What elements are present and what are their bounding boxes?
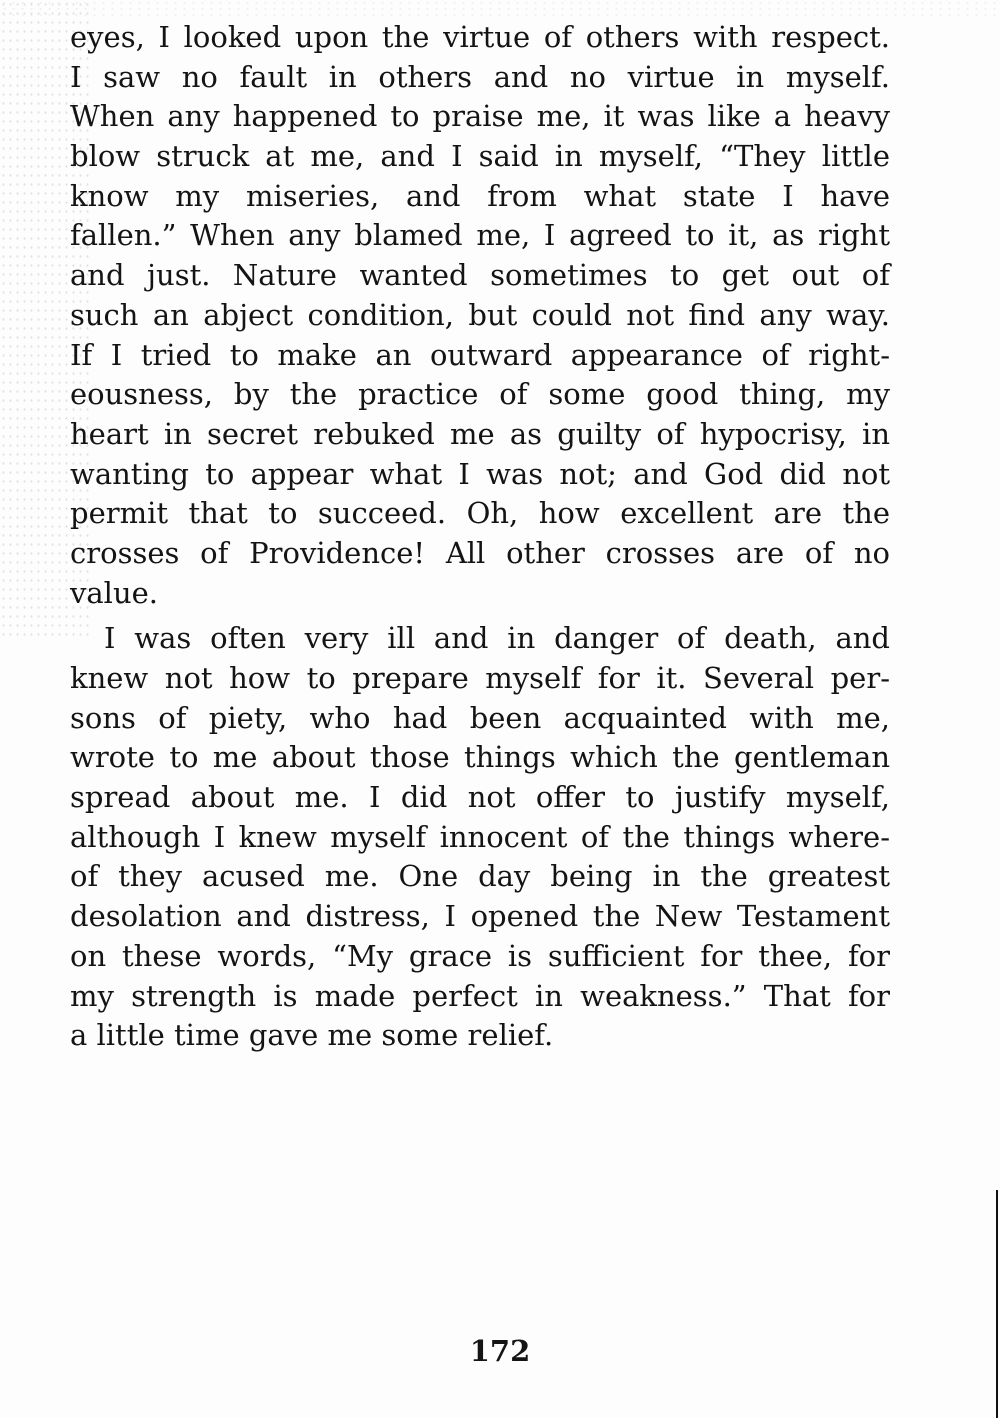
page-edge-shadow <box>996 1190 998 1418</box>
page-number: 172 <box>469 1334 531 1368</box>
text-line: sons of piety, who had been acquainted with me, <box>70 700 890 735</box>
text-line: When any happened to praise me, it was like a heavy <box>70 99 890 134</box>
text-line: although I knew myself innocent of the things where- <box>70 819 890 854</box>
text-line: wanting to appear what I was not; and God did not <box>70 456 890 491</box>
body-text <box>70 18 890 1056</box>
text-line: crosses of Providence! All other crosses are of no <box>70 535 890 570</box>
text-line: desolation and distress, I opened the New Testament <box>70 899 890 934</box>
text-line: wrote to me about those things which the gentleman <box>70 740 890 775</box>
text-line: of they acused me. One day being in the greatest <box>70 859 890 894</box>
text-line: value. <box>70 575 159 610</box>
text-line: I saw no fault in others and no virtue in myself. <box>70 59 890 94</box>
text-line: spread about me. I did not offer to justify myself, <box>70 780 890 815</box>
text-line: knew not how to prepare myself for it. Several per- <box>70 661 890 695</box>
text-line: permit that to succeed. Oh, how excellent are the <box>70 496 890 531</box>
text-line: such an abject condition, but could not find any way. <box>70 297 890 332</box>
text-line: my strength is made perfect in weakness.” That for <box>70 978 890 1013</box>
text-line: eyes, I looked upon the virtue of others with respect. <box>70 20 890 54</box>
scan-noise-top <box>0 0 1000 18</box>
text-line: blow struck at me, and I said in myself, “They little <box>70 139 890 174</box>
text-line: I was often very ill and in danger of death, and <box>104 621 890 656</box>
text-line: heart in secret rebuked me as guilty of hypocrisy, in <box>70 416 890 451</box>
paragraph-1 <box>70 18 890 613</box>
text-line: on these words, “My grace is sufficient for thee, for <box>70 938 890 973</box>
text-line: fallen.” When any blamed me, I agreed to it, as right <box>70 218 890 253</box>
text-line: and just. Nature wanted sometimes to get out of <box>70 258 890 293</box>
text-line: If I tried to make an outward appearance of right- <box>70 337 890 372</box>
text-line: know my miseries, and from what state I have <box>70 178 890 213</box>
text-line: a little time gave me some relief. <box>70 1018 554 1053</box>
paragraph-2 <box>70 619 890 1056</box>
text-line: eousness, by the practice of some good thing, my <box>70 377 890 412</box>
